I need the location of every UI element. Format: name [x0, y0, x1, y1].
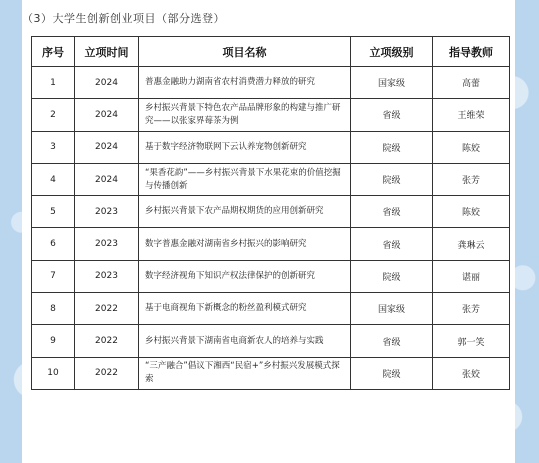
cell-year: 2024 — [75, 99, 139, 131]
table-row — [32, 357, 510, 389]
cell-year: 2024 — [75, 67, 139, 99]
cell-no: 3 — [32, 131, 75, 163]
cell-no: 1 — [32, 67, 75, 99]
header-teacher: 指导教师 — [433, 37, 510, 67]
cell-level: 院级 — [351, 163, 433, 195]
cell-year: 2022 — [75, 293, 139, 325]
cell-level: 国家级 — [351, 67, 433, 99]
cell-no: 6 — [32, 228, 75, 260]
cell-teacher: 张姣 — [433, 357, 510, 389]
table-row — [32, 131, 510, 163]
cell-project-name: 普惠金融助力湖南省农村消费潜力释放的研究 — [139, 67, 351, 99]
cell-level: 省级 — [351, 325, 433, 357]
cell-level: 国家级 — [351, 293, 433, 325]
cell-year: 2024 — [75, 163, 139, 195]
table-row — [32, 196, 510, 228]
section-caption: （3）大学生创新创业项目（部分选登） — [22, 12, 225, 25]
cell-project-name: 基于电商视角下新概念的粉丝盈利模式研究 — [139, 293, 351, 325]
cell-teacher: 谌丽 — [433, 260, 510, 292]
table-header-row — [32, 37, 510, 67]
cell-year: 2023 — [75, 228, 139, 260]
table-row — [32, 293, 510, 325]
cell-project-name: 乡村振兴背景下农产品期权期货的应用创新研究 — [139, 196, 351, 228]
cell-teacher: 龚琳云 — [433, 228, 510, 260]
cell-project-name: 数字经济视角下知识产权法律保护的创新研究 — [139, 260, 351, 292]
header-no: 序号 — [32, 37, 75, 67]
cell-level: 院级 — [351, 357, 433, 389]
cell-no: 10 — [32, 357, 75, 389]
cell-level: 省级 — [351, 196, 433, 228]
cell-project-name: 基于数字经济物联网下云认养宠物创新研究 — [139, 131, 351, 163]
cell-level: 院级 — [351, 131, 433, 163]
cell-year: 2022 — [75, 357, 139, 389]
table-row — [32, 260, 510, 292]
table-row — [32, 325, 510, 357]
cell-no: 7 — [32, 260, 75, 292]
cell-project-name: “果香花韵”——乡村振兴背景下水果花束的价值挖掘与传播创新 — [139, 163, 351, 195]
cell-teacher: 高蕾 — [433, 67, 510, 99]
cell-project-name: “三产融合”倡议下湘西“民宿+”乡村振兴发展模式探索 — [139, 357, 351, 389]
cell-year: 2023 — [75, 196, 139, 228]
cell-level: 省级 — [351, 99, 433, 131]
cell-no: 2 — [32, 99, 75, 131]
cell-teacher: 陈姣 — [433, 196, 510, 228]
projects-table — [31, 36, 510, 390]
cell-level: 院级 — [351, 260, 433, 292]
cell-teacher: 郭一笑 — [433, 325, 510, 357]
header-level: 立项级别 — [351, 37, 433, 67]
cell-teacher: 张芳 — [433, 293, 510, 325]
cell-teacher: 王维荣 — [433, 99, 510, 131]
cell-year: 2024 — [75, 131, 139, 163]
cell-year: 2023 — [75, 260, 139, 292]
cell-no: 5 — [32, 196, 75, 228]
cell-no: 9 — [32, 325, 75, 357]
table-row — [32, 163, 510, 195]
cell-project-name: 乡村振兴背景下特色农产品品牌形象的构建与推广研究——以张家界莓茶为例 — [139, 99, 351, 131]
header-year: 立项时间 — [75, 37, 139, 67]
cell-no: 4 — [32, 163, 75, 195]
cell-project-name: 乡村振兴背景下湖南省电商新农人的培养与实践 — [139, 325, 351, 357]
header-project-name: 项目名称 — [139, 37, 351, 67]
table-row — [32, 228, 510, 260]
cell-project-name: 数字普惠金融对湖南省乡村振兴的影响研究 — [139, 228, 351, 260]
cell-level: 省级 — [351, 228, 433, 260]
cell-year: 2022 — [75, 325, 139, 357]
cell-teacher: 陈姣 — [433, 131, 510, 163]
cell-no: 8 — [32, 293, 75, 325]
cell-teacher: 张芳 — [433, 163, 510, 195]
table-row — [32, 99, 510, 131]
table-row — [32, 67, 510, 99]
